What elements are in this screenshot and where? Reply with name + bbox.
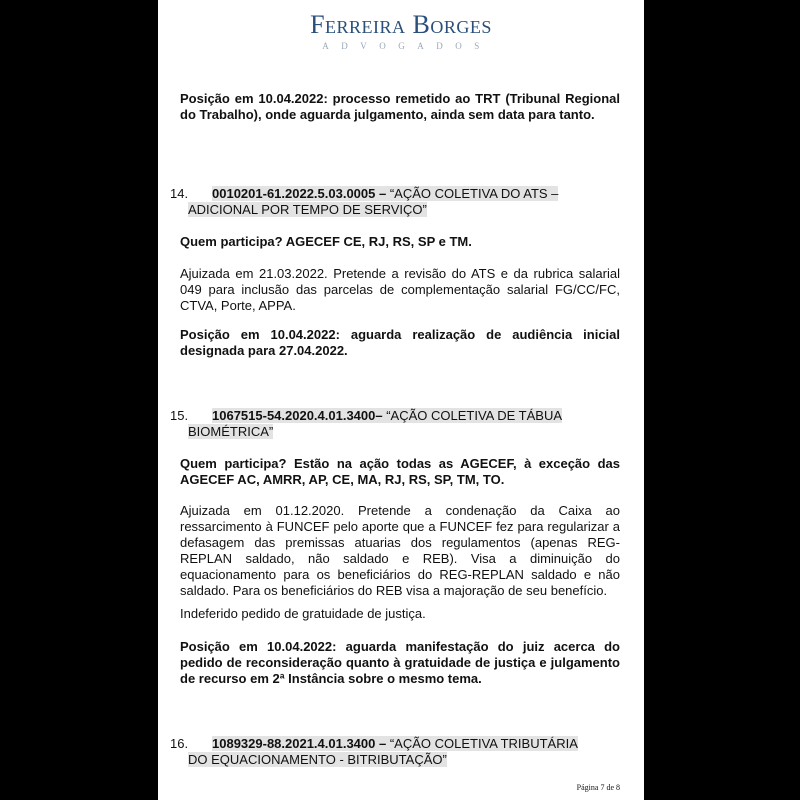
case-id: 1067515-54.2020.4.01.3400– <box>212 408 383 423</box>
case-description-14: Ajuizada em 21.03.2022. Pretende a revisão do ATS e da rubrica salarial 049 para inclusão das parcelas de complementação salarial FG/CC/FC, CTVA, Porte, APPA. <box>180 266 620 313</box>
case-note-15: Indeferido pedido de gratuidade de justiça. <box>180 606 426 621</box>
case-participants-14: Quem participa? AGECEF CE, RJ, RS, SP e TM. <box>180 234 472 249</box>
case-title: “AÇÃO COLETIVA DE TÁBUA <box>382 408 563 423</box>
case-title-line2: ADICIONAL POR TEMPO DE SERVIÇO” <box>188 202 427 217</box>
case-heading-line1 <box>170 736 620 752</box>
case-number: 14. <box>170 186 189 201</box>
case-heading-line1 <box>170 186 620 202</box>
document-page <box>158 0 644 800</box>
case-title: “AÇÃO COLETIVA DO ATS – <box>386 186 559 201</box>
case-title: “AÇÃO COLETIVA TRIBUTÁRIA <box>386 736 578 751</box>
case-participants-15: Quem participa? Estão na ação todas as AGECEF, à exceção das AGECEF AC, AMRR, AP, CE, MA, RJ, RS, SP, TM, TO. <box>180 456 620 487</box>
firm-name: Ferreira Borges <box>310 10 492 39</box>
case-number: 15. <box>170 408 189 423</box>
case-title-line2: BIOMÉTRICA” <box>188 424 274 439</box>
case-description-15: Ajuizada em 01.12.2020. Pretende a condenação da Caixa ao ressarcimento à FUNCEF pelo aporte que a FUNCEF fez para regularizar a defasagem das premissas atuarias dos regulamentos (apenas REG-REPLAN saldado, não saldado e REB). Visa a diminuição do equacionamento para os beneficiários do REG-REPLAN saldado e não saldado. Para os beneficiários do REB visa a majoração de seu benefício. <box>180 503 620 598</box>
case-position-15: Posição em 10.04.2022: aguarda manifestação do juiz acerca do pedido de reconsideração quanto à gratuidade de justiça e julgamento de recurso em 2ª Instância sobre o mesmo tema. <box>180 639 620 686</box>
intro-position: Posição em 10.04.2022: processo remetido ao TRT (Tribunal Regional do Trabalho), onde aguarda julgamento, ainda sem data para tanto. <box>180 91 620 122</box>
case-heading-line1 <box>170 408 620 424</box>
firm-subtitle: ADVOGADOS <box>322 41 492 51</box>
case-id: 0010201-61.2022.5.03.0005 – <box>212 186 387 201</box>
case-id: 1089329-88.2021.4.01.3400 – <box>212 736 387 751</box>
case-title-line2: DO EQUACIONAMENTO - BITRIBUTAÇÃO” <box>188 752 447 767</box>
firm-logo <box>158 10 644 52</box>
case-heading-16 <box>170 736 620 768</box>
case-number: 16. <box>170 736 189 751</box>
case-position-14: Posição em 10.04.2022: aguarda realização de audiência inicial designada para 27.04.2022. <box>180 327 620 358</box>
case-heading-14 <box>170 186 620 218</box>
page-number: Página 7 de 8 <box>576 783 620 792</box>
case-heading-15 <box>170 408 620 440</box>
